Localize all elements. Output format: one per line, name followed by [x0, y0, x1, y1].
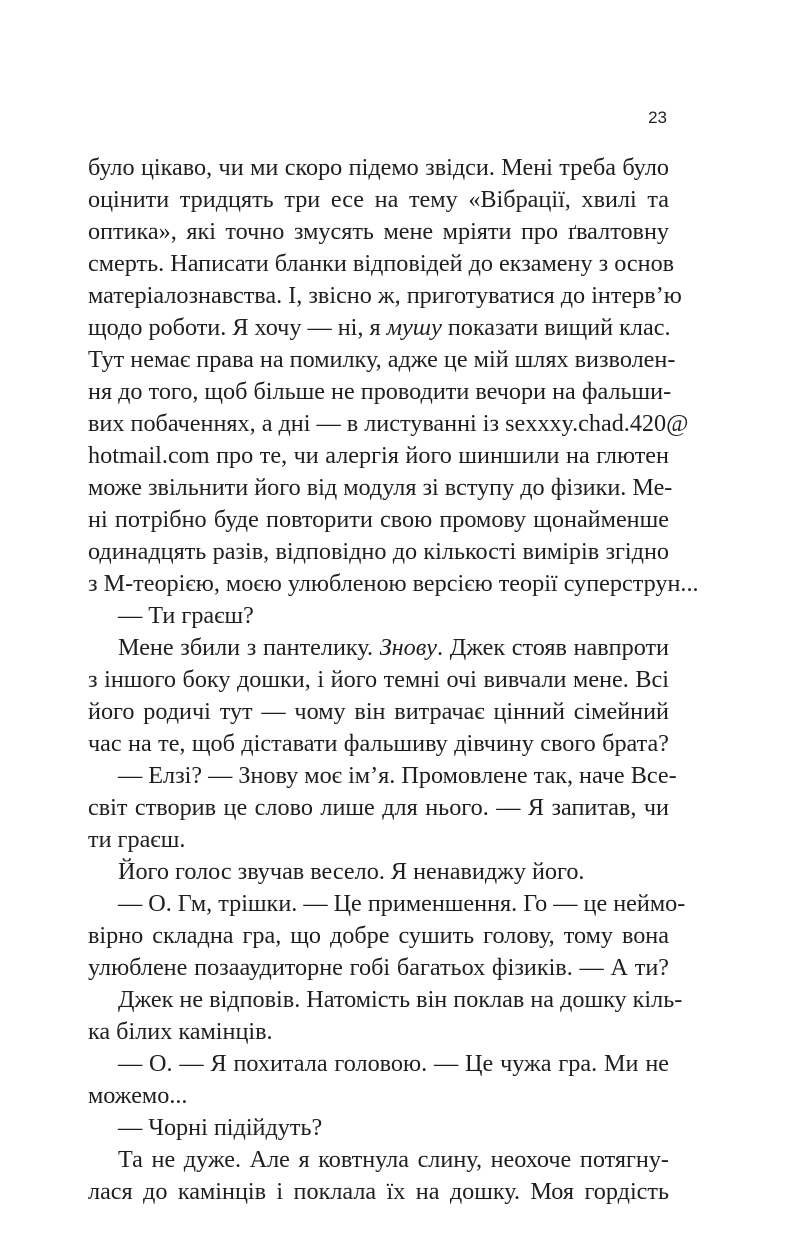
text-line: оптика», які точно змусять мене мріяти про ґвалтовну [88, 218, 669, 245]
text-line: Джек не відповів. Натомість він поклав на дошку кіль- [118, 986, 683, 1013]
text-line: було цікаво, чи ми скоро підемо звідси. Мені треба було [88, 154, 669, 181]
text-fragment: показати вищий клас. [441, 314, 671, 341]
text-fragment: Мене збили з пантелику. [118, 634, 380, 661]
text-line: смерть. Написати бланки відповідей до екзамену з основ [88, 250, 675, 277]
text-line: ти граєш. [88, 826, 186, 853]
text-line: ня до того, щоб більше не проводити вечори на фальши- [88, 378, 672, 405]
text-line: Тут немає права на помилку, адже це мій шлях визволен- [88, 346, 676, 373]
text-line: — Елзі? — Знову моє ім’я. Промовлене так, наче Все- [118, 762, 677, 789]
text-line: ка білих камінців. [88, 1018, 273, 1045]
text-line: з М-теорією, моєю улюбленою версією теорії суперструн... [88, 570, 699, 597]
text-line: ні потрібно буде повторити свою промову щонайменше [88, 506, 669, 533]
text-line: з іншого боку дошки, і його темні очі вивчали мене. Всі [88, 666, 669, 693]
text-line [88, 312, 669, 344]
text-line: оцінити тридцять три есе на тему «Вібрації, хвилі та [88, 186, 669, 213]
text-line: час на те, щоб діставати фальшиву дівчину свого брата? [88, 730, 669, 757]
text-line [88, 632, 669, 664]
text-line: одинадцять разів, відповідно до кількості вимірів згідно [88, 538, 669, 565]
text-line: може звільнити його від модуля зі вступу до фізики. Ме- [88, 474, 673, 501]
text-line: вірно складна гра, що добре сушить голову, тому вона [88, 922, 669, 949]
text-line: — Ти граєш? [118, 602, 254, 629]
text-line: світ створив це слово лише для нього. — Я запитав, чи [88, 794, 669, 821]
text-line: hotmail.com про те, чи алергія його шиншили на глютен [88, 442, 669, 469]
text-line: матеріалознавства. І, звісно ж, приготуватися до інтерв’ю [88, 282, 682, 309]
italic-emphasis: мушу [386, 314, 442, 341]
text-line: його родичі тут — чому він витрачає цінний сімейний [88, 698, 669, 725]
text-line: Його голос звучав весело. Я ненавиджу його. [118, 858, 585, 885]
italic-emphasis: Знову [379, 634, 437, 661]
body-text [88, 152, 699, 1208]
text-line: — О. — Я похитала головою. — Це чужа гра. Ми не [118, 1050, 669, 1077]
text-line: — Чорні підійдуть? [118, 1114, 323, 1141]
text-line: улюблене позааудиторне гобі багатьох фізиків. — А ти? [88, 954, 669, 981]
page-number: 23 [648, 108, 667, 127]
text-fragment: . Джек стояв навпроти [437, 634, 669, 661]
text-fragment: щодо роботи. Я хочу — ні, я [88, 314, 387, 341]
text-line: лася до камінців і поклала їх на дошку. Моя гордість [88, 1178, 669, 1205]
text-line: — О. Гм, трішки. — Це применшення. Го — це неймо- [118, 890, 686, 917]
text-line: Та не дуже. Але я ковтнула слину, неохоче потягну- [118, 1146, 669, 1173]
text-line: можемо... [88, 1082, 188, 1109]
text-line: вих побаченнях, а дні — в листуванні із sexxxy.chad.420@ [88, 410, 689, 437]
